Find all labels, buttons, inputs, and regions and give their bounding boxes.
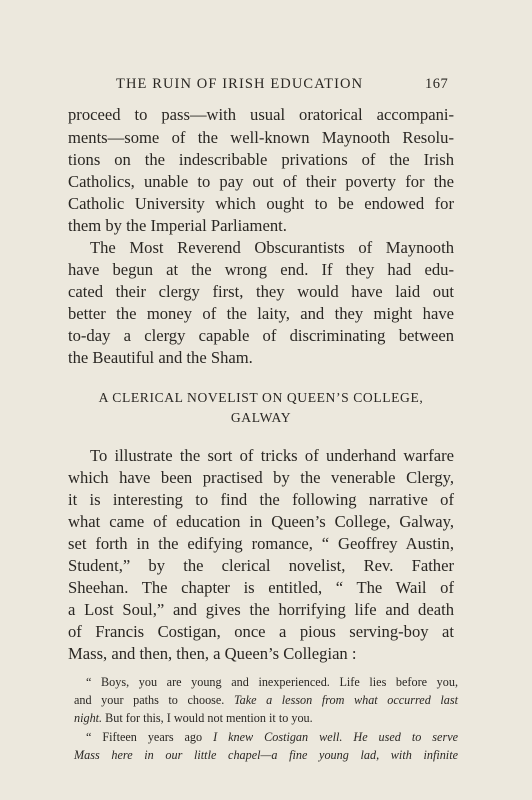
quote-2-line-2-italic: Mass here in our little chapel—a fine young lad, with infinite	[74, 748, 458, 762]
section-heading-line-2: GALWAY	[230, 410, 292, 425]
quote-2-line-1-plain: “ Fifteen years ago	[86, 730, 203, 744]
quote-2-line-1-italic: I knew Costigan well. He used to serve	[213, 730, 459, 744]
paragraph-3-line: Mass, and then, then, a Queen’s Collegian :	[68, 644, 357, 663]
quote-1-line-3	[74, 710, 313, 726]
quote-1-line-3-italic: night.	[74, 711, 103, 725]
quote-1-line-2-plain: and your paths to choose.	[74, 693, 225, 707]
paragraph-2-line: cated their clergy first, they would have laid out	[68, 282, 454, 301]
paragraph-1-line: proceed to pass—with usual oratorical accompani-	[68, 105, 454, 124]
running-head-title: THE RUIN OF IRISH EDUCATION	[116, 76, 364, 92]
paragraph-1-line: them by the Imperial Parliament.	[68, 216, 287, 235]
paragraph-3-line: what came of education in Queen’s College, Galway,	[68, 512, 454, 531]
paragraph-2-line: have begun at the wrong end. If they had edu-	[68, 260, 454, 279]
quote-2-line-1	[86, 729, 458, 745]
paragraph-2-line: The Most Reverend Obscurantists of Maynooth	[90, 238, 454, 257]
paragraph-2-line: better the money of the laity, and they might have	[68, 304, 454, 323]
section-heading-line-1: A CLERICAL NOVELIST ON QUEEN’S COLLEGE,	[98, 390, 424, 405]
paragraph-1-line: ments—some of the well-known Maynooth Resolu-	[68, 128, 454, 147]
page-number: 167	[425, 76, 449, 92]
paragraph-3-line: a Lost Soul,” and gives the horrifying life and death	[68, 600, 454, 619]
paragraph-2-line: the Beautiful and the Sham.	[68, 348, 253, 367]
paragraph-1-line: Catholic University which ought to be endowed for	[68, 194, 454, 213]
quote-1-line-1: “ Boys, you are young and inexperienced. Life lies before you,	[86, 675, 458, 689]
paragraph-3-line: Sheehan. The chapter is entitled, “ The Wail of	[68, 578, 454, 597]
paragraph-1-line: tions on the indescribable privations of the Irish	[68, 150, 454, 169]
paragraph-3-line: which have been practised by the venerable Clergy,	[68, 468, 454, 487]
paragraph-1-line: Catholics, unable to pay out of their poverty for the	[68, 172, 454, 191]
running-head	[116, 76, 456, 93]
paragraph-2-line: to-day a clergy capable of discriminating between	[68, 326, 454, 345]
paragraph-3-line: To illustrate the sort of tricks of underhand warfare	[90, 446, 454, 465]
paragraph-3-line: set forth in the edifying romance, “ Geoffrey Austin,	[68, 534, 454, 553]
paragraph-3-line: Student,” by the clerical novelist, Rev. Father	[68, 556, 454, 575]
quote-1-line-2	[74, 692, 458, 708]
paragraph-3-line: of Francis Costigan, once a pious serving-boy at	[68, 622, 454, 641]
quote-2-line-2	[74, 747, 458, 763]
quote-1-line-2-italic: Take a lesson from what occurred last	[233, 693, 458, 707]
quote-1-line-3-plain: But for this, I would not mention it to you.	[105, 711, 313, 725]
paragraph-3-line: it is interesting to find the following narrative of	[68, 490, 454, 509]
